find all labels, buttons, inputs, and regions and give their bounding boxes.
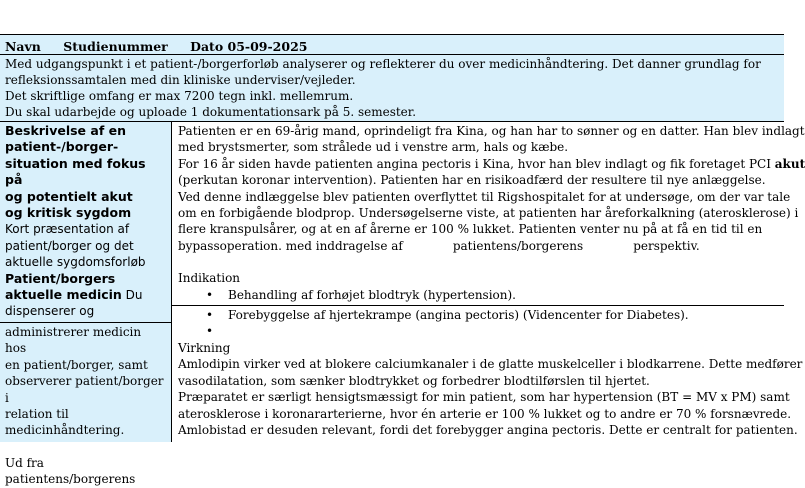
prompt-heading: patient-/borger- xyxy=(5,139,119,155)
answer-line: Amlobistad er desuden relevant, fordi det forebygger angina pectoris. Dette er centralt for patienten. xyxy=(178,422,798,437)
prompt-text: Kort præsentation af xyxy=(5,222,130,237)
intro-line: Det skriftlige omfang er max 7200 tegn inkl. mellemrum. xyxy=(5,89,354,103)
answer-line: Amlodipin virker ved at blokere calciumkanaler i de glatte muskelceller i blodkarrene. Dette medfører xyxy=(178,357,803,372)
answer-line: vasodilatation, som sænker blodtrykket og forbedrer blodtilførslen til hjertet. xyxy=(178,373,650,388)
prompt-text: relation til xyxy=(5,406,69,421)
answer-text: perspektiv. xyxy=(633,238,700,253)
intro-text xyxy=(0,55,784,122)
prompt-text: aktuelle sygdomsforløb xyxy=(5,255,146,270)
bullet-item xyxy=(178,287,778,303)
student-number-label: Studienummer xyxy=(63,39,168,54)
indication-heading: Indikation xyxy=(178,271,241,286)
bullet-text: Forebyggelse af hjertekrampe (angina pectoris) (Videncenter for Diabetes). xyxy=(228,308,689,323)
answer-bold-text: akut xyxy=(774,156,805,171)
prompt-text: patient/borger og det xyxy=(5,238,134,253)
answer-line: med brystsmerter, som strålede ud i venstre arm, hals og kæbe. xyxy=(178,140,569,155)
answer-line xyxy=(178,238,778,254)
left-column-prompts xyxy=(0,122,172,487)
date-label: Dato 05-09-2025 xyxy=(190,39,308,54)
bullet-icon: • xyxy=(206,308,214,323)
prompt-heading: Beskrivelse af en xyxy=(5,123,126,138)
page-top-margin xyxy=(0,0,784,34)
prompt-heading: og kritisk sygdom xyxy=(5,205,132,221)
answer-line: Ved denne indlæggelse blev patienten overflyttet til Rigshospitalet for at undersøge, om der var tale xyxy=(178,189,791,204)
answer-text: For 16 år siden havde patienten angina pectoris i Kina, hvor han blev indlagt og fik foretaget PCI xyxy=(178,156,775,171)
bullet-text: Behandling af forhøjet blodtryk (hypertension). xyxy=(228,287,516,302)
answer-line: om en forbigående blodprop. Undersøgelserne viste, at patienten har åreforkalkning (aterosklerose) i xyxy=(178,206,799,221)
bullet-item xyxy=(178,307,778,323)
prompt-text: en patient/borger, samt xyxy=(5,357,148,372)
prompt-text: dispenserer og xyxy=(5,304,95,319)
prompt-text: medicinhåndtering. xyxy=(5,423,125,438)
effect-heading: Virkning xyxy=(178,340,231,355)
name-label: Navn xyxy=(5,39,41,54)
answer-line: Præparatet er særligt hensigtsmæssigt for min patient, som har hypertension (BT = MV x PM) samt xyxy=(178,390,790,405)
prompt-text: patientens/borgerens xyxy=(5,472,136,487)
answer-text: patientens/borgerens xyxy=(452,238,584,253)
answer-line: aterosklerose i koronararterierne, hvor én arterie er 100 % lukket og to andre er 70 % forsnævrede. xyxy=(178,406,792,421)
divider xyxy=(172,305,784,306)
medicine-heading-line xyxy=(5,287,166,303)
bullet-icon: • xyxy=(206,287,214,302)
documentation-sheet xyxy=(0,34,805,487)
bullet-item-empty xyxy=(178,323,778,339)
intro-line: Med udgangspunkt i et patient-/borgerforløb analyserer og reflekterer du over medicinhåndtering. Det danner grundlag for xyxy=(5,57,761,71)
bullet-icon: • xyxy=(206,324,214,339)
header-row xyxy=(0,35,784,55)
prompt-heading: og potentielt akut xyxy=(5,188,133,204)
intro-line: refleksionssamtalen med din kliniske underviser/vejleder. xyxy=(5,73,356,87)
right-column-answers xyxy=(172,122,805,442)
answer-line: (perkutan koronar intervention). Patienten har en risikoadfærd der resultere til nye anlæggelse. xyxy=(178,173,766,188)
prompt-heading: situation med fokus på xyxy=(5,155,146,188)
medicine-heading: Patient/borgers xyxy=(5,270,116,286)
prompt-text: Ud fra xyxy=(5,455,44,470)
divider xyxy=(0,322,171,323)
medicine-heading: aktuelle medicin xyxy=(5,287,122,303)
intro-line: Du skal udarbejde og uploade 1 dokumentationsark på 5. semester. xyxy=(5,105,417,119)
answer-text: bypassoperation. med inddragelse af xyxy=(178,238,403,253)
answer-line xyxy=(178,156,805,172)
answer-line: flere kranspulsårer, og at en af årerne er 100 % lukket. Patienten venter nu på at få en tid til en xyxy=(178,222,763,237)
prompt-text: Du xyxy=(125,288,143,303)
prompt-text: observerer patient/borger i xyxy=(5,374,164,405)
answer-line: Patienten er en 69-årig mand, oprindeligt fra Kina, og han har to sønner og en datter. Han blev indlagt xyxy=(178,124,805,138)
prompt-text: administrerer medicin hos xyxy=(5,324,142,356)
